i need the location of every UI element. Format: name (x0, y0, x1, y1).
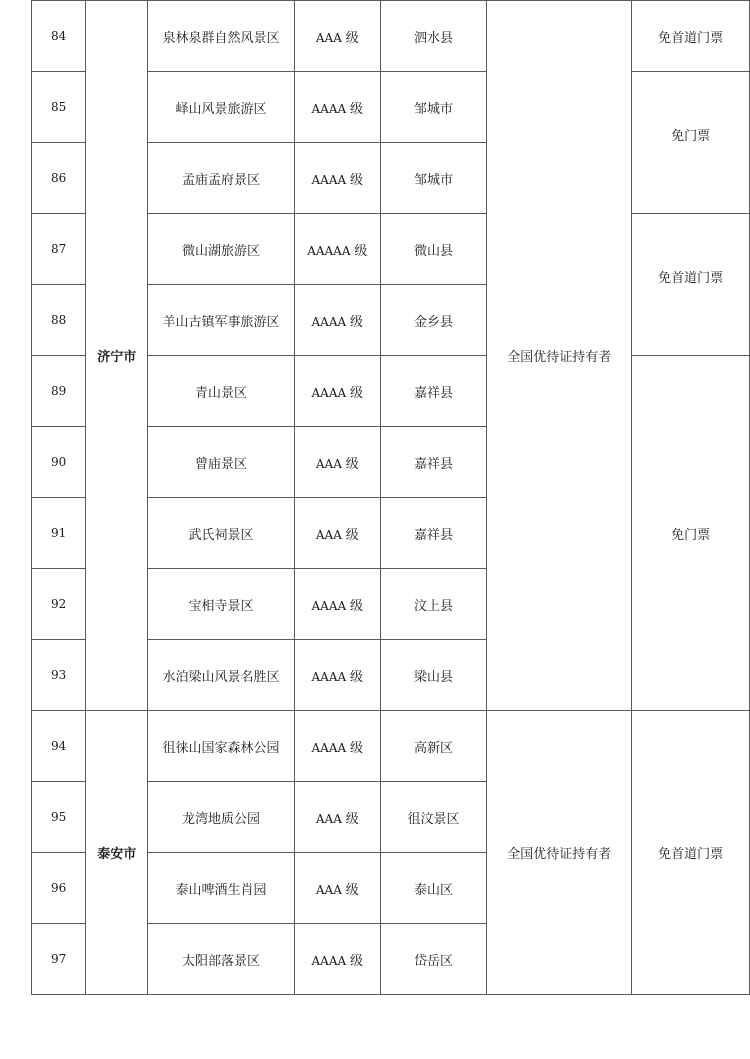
table-row (32, 711, 750, 782)
row-number: 91 (32, 498, 86, 569)
level-cell (294, 640, 380, 711)
county-name: 嘉祥县 (380, 356, 487, 427)
scenic-spot-name: 微山湖旅游区 (148, 214, 295, 285)
row-number: 90 (32, 427, 86, 498)
level-code: AAA (315, 456, 342, 471)
level-cell (294, 711, 380, 782)
row-number: 84 (32, 1, 86, 72)
level-cell (294, 924, 380, 995)
county-name: 嘉祥县 (380, 498, 487, 569)
row-number: 96 (32, 853, 86, 924)
level-cell (294, 782, 380, 853)
county-name: 泗水县 (380, 1, 487, 72)
eligibility-taian: 全国优待证持有者 (487, 711, 632, 995)
level-suffix: 级 (345, 456, 359, 472)
scenic-spot-name: 龙湾地质公园 (148, 782, 295, 853)
level-suffix: 级 (350, 598, 364, 614)
level-suffix: 级 (350, 172, 364, 188)
level-suffix: 级 (350, 669, 364, 685)
level-suffix: 级 (350, 385, 364, 401)
scenic-spot-name: 水泊梁山风景名胜区 (148, 640, 295, 711)
level-code: AAAA (311, 101, 347, 116)
city-jining: 济宁市 (86, 1, 148, 711)
ticket-policy-94-97: 免首道门票 (632, 711, 750, 995)
level-code: AAAA (311, 953, 347, 968)
scenic-spot-name: 孟庙孟府景区 (148, 143, 295, 214)
level-code: AAAA (311, 598, 347, 613)
level-suffix: 级 (345, 527, 359, 543)
level-cell (294, 569, 380, 640)
scenic-spot-name: 泰山啤酒生肖园 (148, 853, 295, 924)
ticket-policy-87-88 (632, 214, 750, 356)
county-name: 邹城市 (380, 143, 487, 214)
level-code: AAA (315, 882, 342, 897)
scenic-spot-name: 宝相寺景区 (148, 569, 295, 640)
level-suffix: 级 (354, 243, 368, 259)
level-suffix: 级 (345, 30, 359, 46)
level-code: AAA (315, 811, 342, 826)
row-number: 95 (32, 782, 86, 853)
row-number: 85 (32, 72, 86, 143)
scenic-spot-name: 曾庙景区 (148, 427, 295, 498)
scenic-spot-name: 羊山古镇军事旅游区 (148, 285, 295, 356)
level-code: AAA (315, 527, 342, 542)
scenic-spot-name: 青山景区 (148, 356, 295, 427)
scenic-spot-name: 峄山风景旅游区 (148, 72, 295, 143)
level-cell (294, 143, 380, 214)
city-taian: 泰安市 (86, 711, 148, 995)
row-number: 97 (32, 924, 86, 995)
scenic-spot-name: 泉林泉群自然风景区 (148, 1, 295, 72)
level-cell (294, 498, 380, 569)
level-suffix: 级 (350, 314, 364, 330)
level-cell (294, 853, 380, 924)
row-number: 92 (32, 569, 86, 640)
level-code: AAAA (311, 669, 347, 684)
county-name: 邹城市 (380, 72, 487, 143)
row-number: 93 (32, 640, 86, 711)
row-number: 88 (32, 285, 86, 356)
level-cell (294, 1, 380, 72)
county-name: 岱岳区 (380, 924, 487, 995)
level-code: AAA (315, 30, 342, 45)
ticket-policy-85-86 (632, 72, 750, 214)
level-suffix: 级 (345, 811, 359, 827)
row-number: 94 (32, 711, 86, 782)
level-cell (294, 427, 380, 498)
level-code: AAAA (311, 740, 347, 755)
level-suffix: 级 (345, 882, 359, 898)
ticket-policy-84: 免首道门票 (632, 1, 750, 72)
level-code: AAAAA (307, 243, 351, 258)
county-name: 梁山县 (380, 640, 487, 711)
ticket-policy-89-93: 免门票 (632, 356, 750, 711)
table-row (32, 1, 750, 72)
row-number: 87 (32, 214, 86, 285)
scenic-spot-name: 武氏祠景区 (148, 498, 295, 569)
level-code: AAAA (311, 314, 347, 329)
county-name: 高新区 (380, 711, 487, 782)
county-name: 汶上县 (380, 569, 487, 640)
county-name: 金乡县 (380, 285, 487, 356)
level-suffix: 级 (350, 953, 364, 969)
row-number: 86 (32, 143, 86, 214)
level-suffix: 级 (350, 740, 364, 756)
eligibility-jining: 全国优待证持有者 (487, 1, 632, 711)
level-suffix: 级 (350, 101, 364, 117)
level-code: AAAA (311, 385, 347, 400)
ticket-policy-label: 免首道门票 (658, 271, 724, 286)
county-name: 嘉祥县 (380, 427, 487, 498)
county-name: 微山县 (380, 214, 487, 285)
row-number: 89 (32, 356, 86, 427)
level-cell (294, 356, 380, 427)
county-name: 泰山区 (380, 853, 487, 924)
scenic-spots-table (31, 0, 750, 995)
scenic-spot-name: 徂徕山国家森林公园 (148, 711, 295, 782)
level-code: AAAA (311, 172, 347, 187)
ticket-policy-label: 免门票 (671, 129, 711, 144)
level-cell (294, 72, 380, 143)
level-cell (294, 285, 380, 356)
county-name: 徂汶景区 (380, 782, 487, 853)
scenic-spot-name: 太阳部落景区 (148, 924, 295, 995)
level-cell (294, 214, 380, 285)
